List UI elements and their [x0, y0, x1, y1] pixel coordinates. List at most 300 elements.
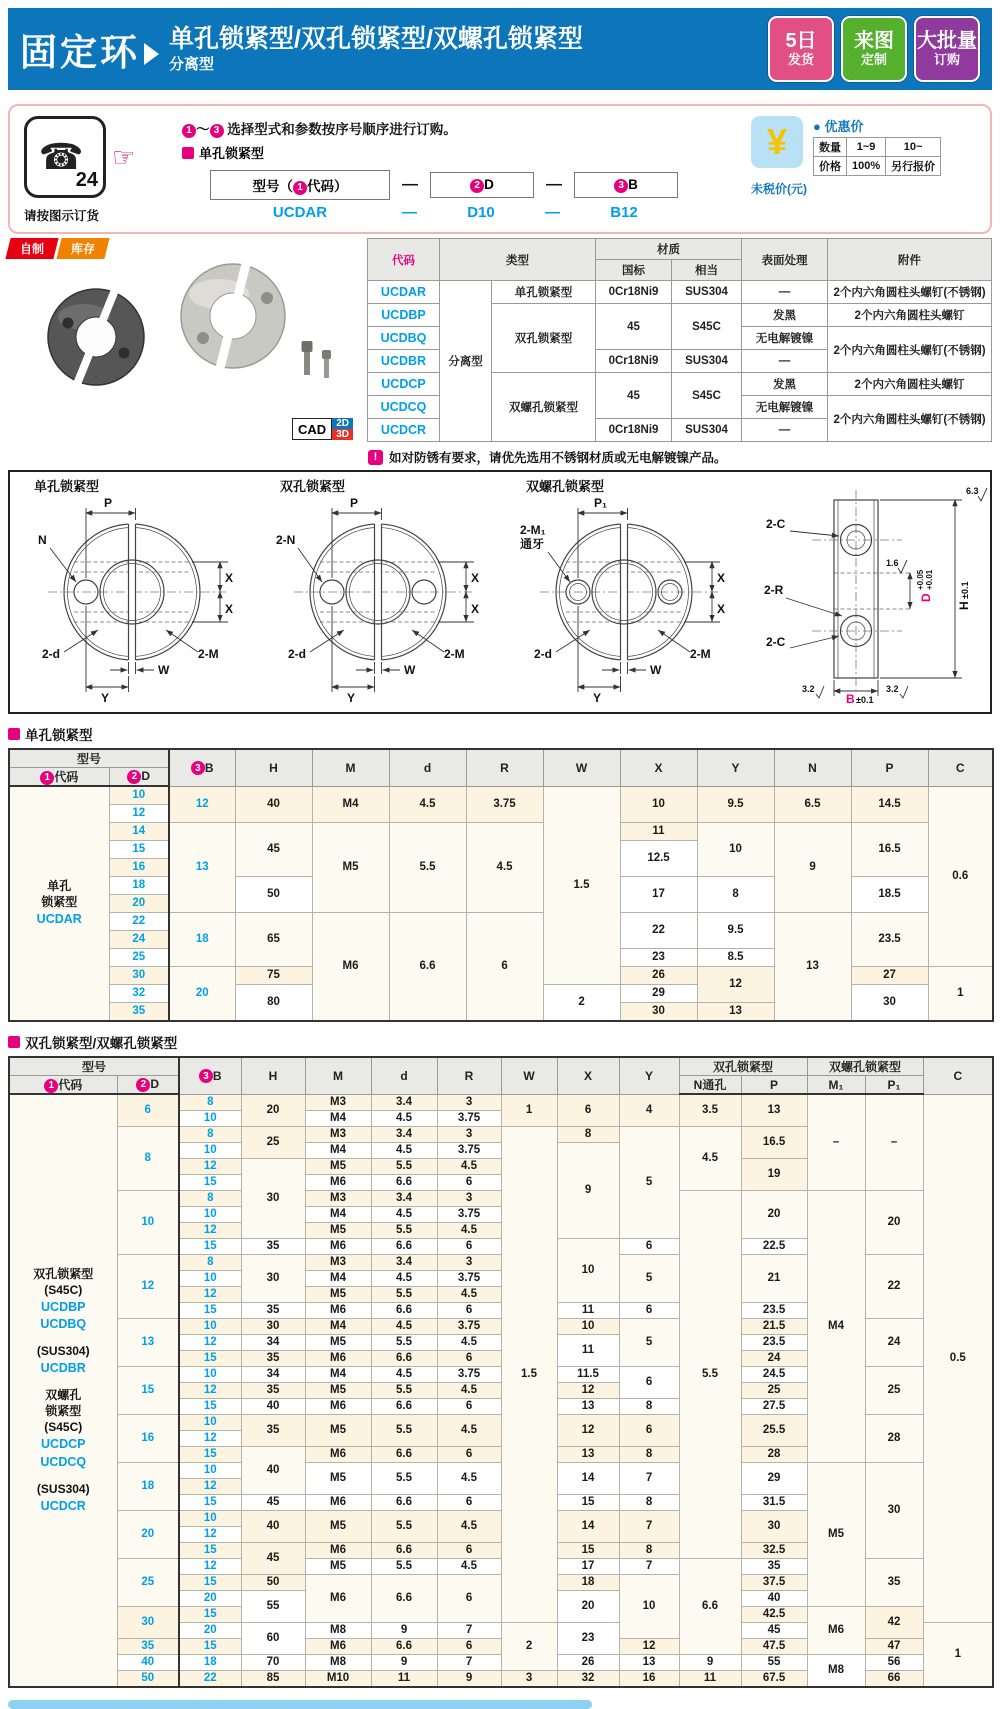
material-gb: 45 — [596, 373, 672, 419]
dim-cell-d: 4.5 — [371, 1110, 437, 1126]
pink-square-icon — [182, 147, 194, 159]
dim-cell-M: M6 — [305, 1542, 371, 1558]
circled-number-icon: 2 — [136, 1078, 150, 1092]
dim-cell-B: 22 — [179, 1670, 241, 1687]
dim-cell-d: 6.6 — [371, 1238, 437, 1254]
dim-cell-H: 85 — [241, 1670, 305, 1687]
accessory-cell: 2个内六角圆柱头螺钉 — [828, 304, 992, 327]
dim-cell-Y: 10 — [697, 823, 774, 877]
type-cell: 单孔锁紧型 — [492, 281, 596, 304]
dim-cell-H: 35 — [241, 1350, 305, 1366]
accessory-cell: 2个内六角圆柱头螺钉(不锈钢) — [828, 327, 992, 373]
dim-cell-R: 6 — [437, 1446, 501, 1462]
page-subtitle: 分离型 — [169, 56, 215, 74]
dim-cell-d: 6.6 — [371, 1350, 437, 1366]
badge-5day-shipping — [768, 16, 834, 82]
dash: — — [402, 204, 417, 221]
dim-cell-R: 9 — [437, 1670, 501, 1687]
dim-cell-B: 12 — [169, 786, 235, 823]
ordering-instruction — [182, 118, 751, 138]
table-row — [814, 138, 941, 157]
phone-icon: ☎ — [38, 136, 84, 177]
drawing-double-thread — [504, 476, 750, 709]
dim-label-Y: Y — [347, 691, 356, 704]
col-header: X — [620, 749, 697, 786]
badge-text: 发货 — [787, 52, 814, 68]
dim-cell-R: 6 — [437, 1174, 501, 1190]
dim-cell-R: 6 — [437, 1350, 501, 1366]
col-header-accessory: 附件 — [828, 239, 992, 281]
dim-cell-R: 6 — [466, 913, 543, 1022]
price-title — [813, 116, 976, 135]
dim-cell-P: 16.5 — [741, 1126, 807, 1158]
dim-cell-B: 10 — [179, 1270, 241, 1286]
badge-text: 库存 — [71, 242, 96, 256]
type-label-line — [182, 143, 751, 162]
dim-cell-H: 30 — [241, 1158, 305, 1238]
dim-cell-P: 30 — [741, 1510, 807, 1542]
circled-2-icon: 2 — [470, 179, 484, 193]
screw-photo — [302, 341, 313, 375]
surface-cell: — — [742, 350, 828, 373]
drawing-svg — [258, 476, 504, 704]
dim-cell-D: 35 — [117, 1638, 179, 1654]
dim-cell-M: M4 — [305, 1206, 371, 1222]
dim-cell-C: 1 — [928, 967, 993, 1022]
example-d: D10 — [467, 204, 495, 221]
dim-cell-B: 15 — [179, 1174, 241, 1190]
dim-cell-R: 3 — [437, 1254, 501, 1270]
product-photo-block — [8, 238, 355, 442]
dim-cell-D: 14 — [109, 823, 169, 841]
dim-cell-N: 6.6 — [679, 1558, 741, 1654]
drawing-single-hole — [12, 476, 258, 709]
dim-label-X: X — [225, 602, 234, 616]
surface-cell: 无电解镀镍 — [742, 396, 828, 419]
dim-cell-P: 32.5 — [741, 1542, 807, 1558]
part-code: UCDCR — [40, 1498, 86, 1513]
dim-cell-H: 45 — [241, 1494, 305, 1510]
instruction-text: 选择型式和参数按序号顺序进行订购。 — [227, 122, 457, 137]
dim-cell-D: 25 — [109, 949, 169, 967]
category-title: 固定环 — [20, 32, 140, 73]
dash: — — [545, 204, 560, 221]
dim-cell-X: 14 — [557, 1510, 619, 1542]
dim-cell-D: 6 — [117, 1094, 179, 1126]
dim-cell-d: 6.6 — [371, 1446, 437, 1462]
accessory-cell: 2个内六角圆柱头螺钉 — [828, 373, 992, 396]
dim-label-2R: 2-R — [764, 583, 784, 597]
dim-cell-X: 12 — [557, 1382, 619, 1398]
dim-cell-M: M3 — [305, 1126, 371, 1142]
dim-cell-D: 35 — [109, 1003, 169, 1022]
table-row — [9, 823, 993, 841]
dim-cell-P1: 47 — [865, 1638, 923, 1654]
dim-cell-D: 40 — [117, 1654, 179, 1670]
dim-cell-H: 30 — [241, 1318, 305, 1334]
ordering-info-box — [8, 104, 992, 234]
dim-cell-D: 22 — [109, 913, 169, 931]
dim-cell-H: 40 — [241, 1446, 305, 1494]
dim-cell-P1: 66 — [865, 1670, 923, 1687]
col-header: N通孔 — [679, 1076, 741, 1095]
col-header: H — [241, 1057, 305, 1094]
dim-label-Y: Y — [101, 691, 110, 704]
pointing-hand-icon: ☞ — [112, 141, 136, 172]
footer-bar — [8, 1700, 592, 1709]
dim-cell-Y: 8.5 — [697, 949, 774, 967]
dim-cell-d: 4.5 — [371, 1318, 437, 1334]
dim-cell-X: 22 — [620, 913, 697, 949]
part-code: UCDBR — [40, 1361, 86, 1375]
dim-cell-D: 25 — [117, 1558, 179, 1606]
dim-cell-R: 4.5 — [437, 1158, 501, 1174]
col-header: 3 B — [169, 749, 235, 786]
col-header-type: 类型 — [440, 239, 596, 281]
dim-cell-X: 20 — [557, 1590, 619, 1622]
tilde: ～ — [196, 122, 210, 137]
col-header: C — [923, 1057, 993, 1094]
dim-cell-R: 7 — [437, 1622, 501, 1638]
dim-cell-B: 20 — [179, 1590, 241, 1606]
material-eq: SUS304 — [672, 350, 742, 373]
dim-cell-R: 4.5 — [437, 1286, 501, 1302]
dim-cell-D: 24 — [109, 931, 169, 949]
dim-cell-B: 18 — [179, 1654, 241, 1670]
drawing-svg — [504, 476, 750, 704]
dim-cell-B: 8 — [179, 1094, 241, 1110]
dim-cell-B: 8 — [179, 1126, 241, 1142]
dim-cell-P: 35 — [741, 1558, 807, 1574]
dim-cell-d: 4.5 — [371, 1206, 437, 1222]
section-title-text: 单孔锁紧型 — [25, 728, 93, 743]
finish-1-6: 1.6 — [886, 558, 899, 568]
dim-cell-P: 67.5 — [741, 1670, 807, 1687]
dim-cell-B: 12 — [179, 1382, 241, 1398]
dim-cell-C: 0.5 — [923, 1094, 993, 1622]
section-title-text: 双孔锁紧型/双螺孔锁紧型 — [25, 1036, 178, 1051]
dim-cell-d: 4.5 — [371, 1142, 437, 1158]
badge-text: 大批量 — [917, 30, 977, 53]
dim-cell-P1: 28 — [865, 1414, 923, 1462]
dim-cell-H: 80 — [235, 985, 312, 1022]
row-group-label — [9, 1094, 117, 1687]
dim-cell-P: 14.5 — [851, 786, 928, 823]
dim-cell-N: 11 — [679, 1670, 741, 1687]
dim-label-thread: 通牙 — [520, 537, 545, 551]
title-block — [169, 26, 583, 75]
badge-text: 订购 — [933, 52, 960, 68]
example-code: UCDAR — [272, 204, 328, 221]
dim-cell-M: M10 — [305, 1670, 371, 1687]
dim-cell-W: 1 — [501, 1094, 557, 1126]
col-header: Y — [697, 749, 774, 786]
dim-cell-B: 12 — [179, 1222, 241, 1238]
dim-label-D: D — [919, 593, 933, 602]
note-text: 如对防锈有要求，请优先选用不锈钢材质或无电解镀镍产品。 — [389, 451, 727, 465]
material-eq: SUS304 — [672, 281, 742, 304]
dim-cell-Y: 8 — [619, 1494, 679, 1510]
drawing-title: 双螺孔锁紧型 — [526, 479, 605, 494]
dim-cell-H: 40 — [241, 1398, 305, 1414]
dim-cell-Y: 6 — [619, 1366, 679, 1398]
col-header: C — [928, 749, 993, 786]
dim-cell-P: 31.5 — [741, 1494, 807, 1510]
dim-cell-Y: 9.5 — [697, 786, 774, 823]
material-eq: S45C — [672, 304, 742, 350]
stock-badges — [8, 238, 355, 259]
dim-cell-R: 4.5 — [437, 1510, 501, 1542]
circled-number-icon: 3 — [191, 761, 205, 775]
table-row — [9, 749, 993, 768]
dim-cell-M: M6 — [305, 1350, 371, 1366]
phone-24h-icon — [24, 116, 106, 198]
dim-cell-X: 13 — [557, 1446, 619, 1462]
col-header: 型号 — [9, 749, 169, 768]
dim-cell-N: 6.5 — [774, 786, 851, 823]
dim-cell-B: 15 — [179, 1446, 241, 1462]
dim-cell-d: 5.5 — [371, 1382, 437, 1398]
dim-cell-D: 13 — [117, 1318, 179, 1366]
dim-cell-B: 20 — [179, 1622, 241, 1638]
table-row — [9, 1057, 993, 1076]
surface-cell: — — [742, 281, 828, 304]
dim-cell-B: 10 — [179, 1366, 241, 1382]
dim-cell-N: 5.5 — [679, 1190, 741, 1558]
circled-3-icon: 3 — [210, 124, 224, 138]
dim-cell-M: M8 — [305, 1622, 371, 1638]
dim-cell-P: 20 — [741, 1190, 807, 1238]
accessory-cell: 2个内六角圆柱头螺钉(不锈钢) — [828, 396, 992, 442]
material-table — [367, 238, 992, 442]
dim-cell-M: M5 — [305, 1382, 371, 1398]
dim-cell-P: 29 — [741, 1462, 807, 1494]
dim-cell-d: 5.5 — [371, 1558, 437, 1574]
dim-cell-X: 17 — [557, 1558, 619, 1574]
table-row — [9, 786, 993, 805]
dim-cell-X: 13 — [557, 1398, 619, 1414]
dim-cell-H: 20 — [241, 1094, 305, 1126]
dim-cell-X: 23 — [620, 949, 697, 967]
dim-cell-R: 4.5 — [437, 1558, 501, 1574]
dim-cell-d: 9 — [371, 1622, 437, 1638]
dim-cell-M: M5 — [305, 1510, 371, 1542]
part-code: UCDAR — [368, 281, 440, 304]
row-group-label — [9, 786, 109, 1021]
dim-cell-P: 19 — [741, 1158, 807, 1190]
side-label: 双孔锁紧型 — [33, 1266, 94, 1281]
dash: — — [546, 176, 562, 193]
dim-cell-D: 12 — [117, 1254, 179, 1318]
dim-cell-D: 12 — [109, 805, 169, 823]
dim-cell-P: 30 — [851, 985, 928, 1022]
dim-cell-M: M4 — [305, 1318, 371, 1334]
dim-label-X: X — [717, 571, 726, 585]
dim-cell-P: 37.5 — [741, 1574, 807, 1590]
dim-cell-B: 8 — [179, 1190, 241, 1206]
col-header: d — [371, 1057, 437, 1094]
dim-cell-H: 70 — [241, 1654, 305, 1670]
surface-cell: 发黑 — [742, 304, 828, 327]
dim-label-2M1: 2-M₁ — [520, 523, 546, 537]
drawing-double-hole — [258, 476, 504, 709]
dim-cell-M: M4 — [305, 1142, 371, 1158]
material-gb: 45 — [596, 304, 672, 350]
part-code: UCDCP — [368, 373, 440, 396]
col-header: N — [774, 749, 851, 786]
dim-label-2d: 2-d — [534, 647, 552, 661]
dim-cell-Y: 12 — [697, 967, 774, 1003]
dim-cell-B: 8 — [179, 1254, 241, 1270]
col-header: 型号 — [9, 1057, 179, 1076]
dim-cell-X: 32 — [557, 1670, 619, 1687]
dim-cell-M: M6 — [305, 1638, 371, 1654]
dim-cell-H: 45 — [235, 823, 312, 877]
pink-square-icon — [8, 1036, 20, 1048]
dim-cell-P1: 35 — [865, 1558, 923, 1606]
dim-cell-B: 10 — [179, 1462, 241, 1478]
dim-cell-X: 12 — [557, 1414, 619, 1446]
dim-cell-B: 18 — [169, 913, 235, 967]
dim-cell-D: 50 — [117, 1670, 179, 1687]
yen-glyph: ¥ — [766, 121, 788, 162]
dim-cell-R: 6 — [437, 1494, 501, 1510]
side-label: 双螺孔 — [45, 1388, 82, 1403]
dim-cell-X: 26 — [620, 967, 697, 985]
dim-label-2M: 2-M — [198, 647, 219, 661]
dim-cell-Y: 6 — [619, 1414, 679, 1446]
col-header-code: 代码 — [368, 239, 440, 281]
dim-cell-R: 7 — [437, 1654, 501, 1670]
dim-cell-M: M8 — [305, 1654, 371, 1670]
dim-cell-M: M5 — [305, 1334, 371, 1350]
col-header-surface: 表面处理 — [742, 239, 828, 281]
dim-cell-X: 9 — [557, 1142, 619, 1238]
material-eq: SUS304 — [672, 419, 742, 442]
dim-cell-X: 26 — [557, 1654, 619, 1670]
model-box-code — [210, 170, 390, 200]
dim-cell-B: 15 — [179, 1398, 241, 1414]
dim-cell-R: 6 — [437, 1638, 501, 1654]
qty-label: 数量 — [814, 138, 847, 157]
dim-cell-H: 35 — [241, 1238, 305, 1254]
section-title-double-hole — [8, 1032, 1000, 1052]
dim-cell-X: 10 — [557, 1238, 619, 1302]
dim-cell-N: 13 — [774, 913, 851, 1022]
part-code: UCDCP — [41, 1437, 86, 1452]
col-header: W — [501, 1057, 557, 1094]
dim-cell-P1: – — [865, 1094, 923, 1190]
dim-cell-R: 6 — [437, 1542, 501, 1558]
part-code: UCDCQ — [40, 1454, 87, 1469]
dim-cell-d: 5.5 — [371, 1286, 437, 1302]
dim-cell-X: 11 — [557, 1334, 619, 1366]
dim-cell-B: 15 — [179, 1350, 241, 1366]
dim-cell-M: M3 — [305, 1094, 371, 1110]
dim-cell-H: 35 — [241, 1414, 305, 1446]
dim-label-X: X — [225, 571, 234, 585]
dim-cell-d: 5.5 — [371, 1462, 437, 1494]
dim-cell-X: 15 — [557, 1494, 619, 1510]
dim-cell-d: 6.6 — [371, 1174, 437, 1190]
dim-cell-P: 21 — [741, 1254, 807, 1302]
dim-cell-D: 18 — [117, 1462, 179, 1510]
model-box-text: 型号（ — [252, 179, 293, 194]
col-header: P — [741, 1076, 807, 1095]
dim-cell-R: 3 — [437, 1126, 501, 1142]
dim-label-Dtol2: +0.01 — [925, 569, 934, 590]
dim-cell-W: 1.5 — [543, 786, 620, 985]
dim-cell-H: 35 — [241, 1382, 305, 1398]
dim-label-N: N — [38, 533, 47, 547]
dim-cell-M1: M6 — [807, 1606, 865, 1654]
single-hole-table — [8, 748, 994, 1022]
dim-cell-Y: 7 — [619, 1510, 679, 1542]
example-b: B12 — [610, 204, 638, 221]
dim-cell-H: 30 — [241, 1254, 305, 1302]
dim-cell-D: 30 — [109, 967, 169, 985]
dim-cell-B: 15 — [179, 1302, 241, 1318]
dim-cell-B: 15 — [179, 1638, 241, 1654]
dim-cell-D: 16 — [109, 859, 169, 877]
drawing-title: 单孔锁紧型 — [34, 479, 100, 494]
price-table — [813, 137, 941, 176]
in-stock-badge — [56, 238, 109, 259]
model-box-text: 代码） — [307, 179, 348, 194]
col-header: 1 代码 — [9, 768, 109, 787]
dim-cell-X: 18 — [557, 1574, 619, 1590]
dim-cell-M1: M8 — [807, 1654, 865, 1687]
col-header: W — [543, 749, 620, 786]
dim-cell-P: 40 — [741, 1590, 807, 1606]
dim-cell-R: 4.5 — [466, 823, 543, 913]
dim-cell-N: 4.5 — [679, 1126, 741, 1190]
dim-cell-R: 4.5 — [437, 1414, 501, 1446]
dim-cell-R: 4.5 — [437, 1382, 501, 1398]
dim-cell-d: 9 — [371, 1654, 437, 1670]
dim-label-2N: 2-N — [276, 533, 296, 547]
part-code: UCDBR — [368, 350, 440, 373]
badge-bulk-order — [914, 16, 980, 82]
dim-cell-H: 40 — [235, 786, 312, 823]
dim-cell-D: 10 — [109, 786, 169, 805]
qty-range-1: 1~9 — [847, 138, 886, 157]
dim-cell-H: 55 — [241, 1590, 305, 1622]
dim-label-P: P — [104, 496, 113, 510]
dim-cell-D: 20 — [117, 1510, 179, 1558]
dim-cell-M: M5 — [305, 1462, 371, 1494]
dim-cell-Y: 8 — [619, 1398, 679, 1414]
dim-cell-B: 12 — [179, 1334, 241, 1350]
side-label: 锁紧型 — [41, 895, 78, 910]
badge-custom-drawing — [841, 16, 907, 82]
dim-cell-M: M4 — [305, 1270, 371, 1286]
dim-cell-H: 34 — [241, 1334, 305, 1350]
dim-cell-M: M3 — [305, 1190, 371, 1206]
cad-badge — [292, 418, 353, 440]
dim-cell-R: 4.5 — [437, 1222, 501, 1238]
separate-type-cell: 分离型 — [440, 281, 492, 442]
rust-note — [368, 448, 992, 466]
model-example-row — [210, 204, 751, 221]
dim-cell-M1: M4 — [807, 1190, 865, 1462]
dim-cell-d: 6.6 — [371, 1302, 437, 1318]
dim-cell-P: 25 — [741, 1382, 807, 1398]
dim-cell-M: M4 — [305, 1366, 371, 1382]
cad-label: CAD — [292, 418, 332, 440]
dim-cell-P: 28 — [741, 1446, 807, 1462]
dim-cell-d: 6.6 — [371, 1574, 437, 1622]
